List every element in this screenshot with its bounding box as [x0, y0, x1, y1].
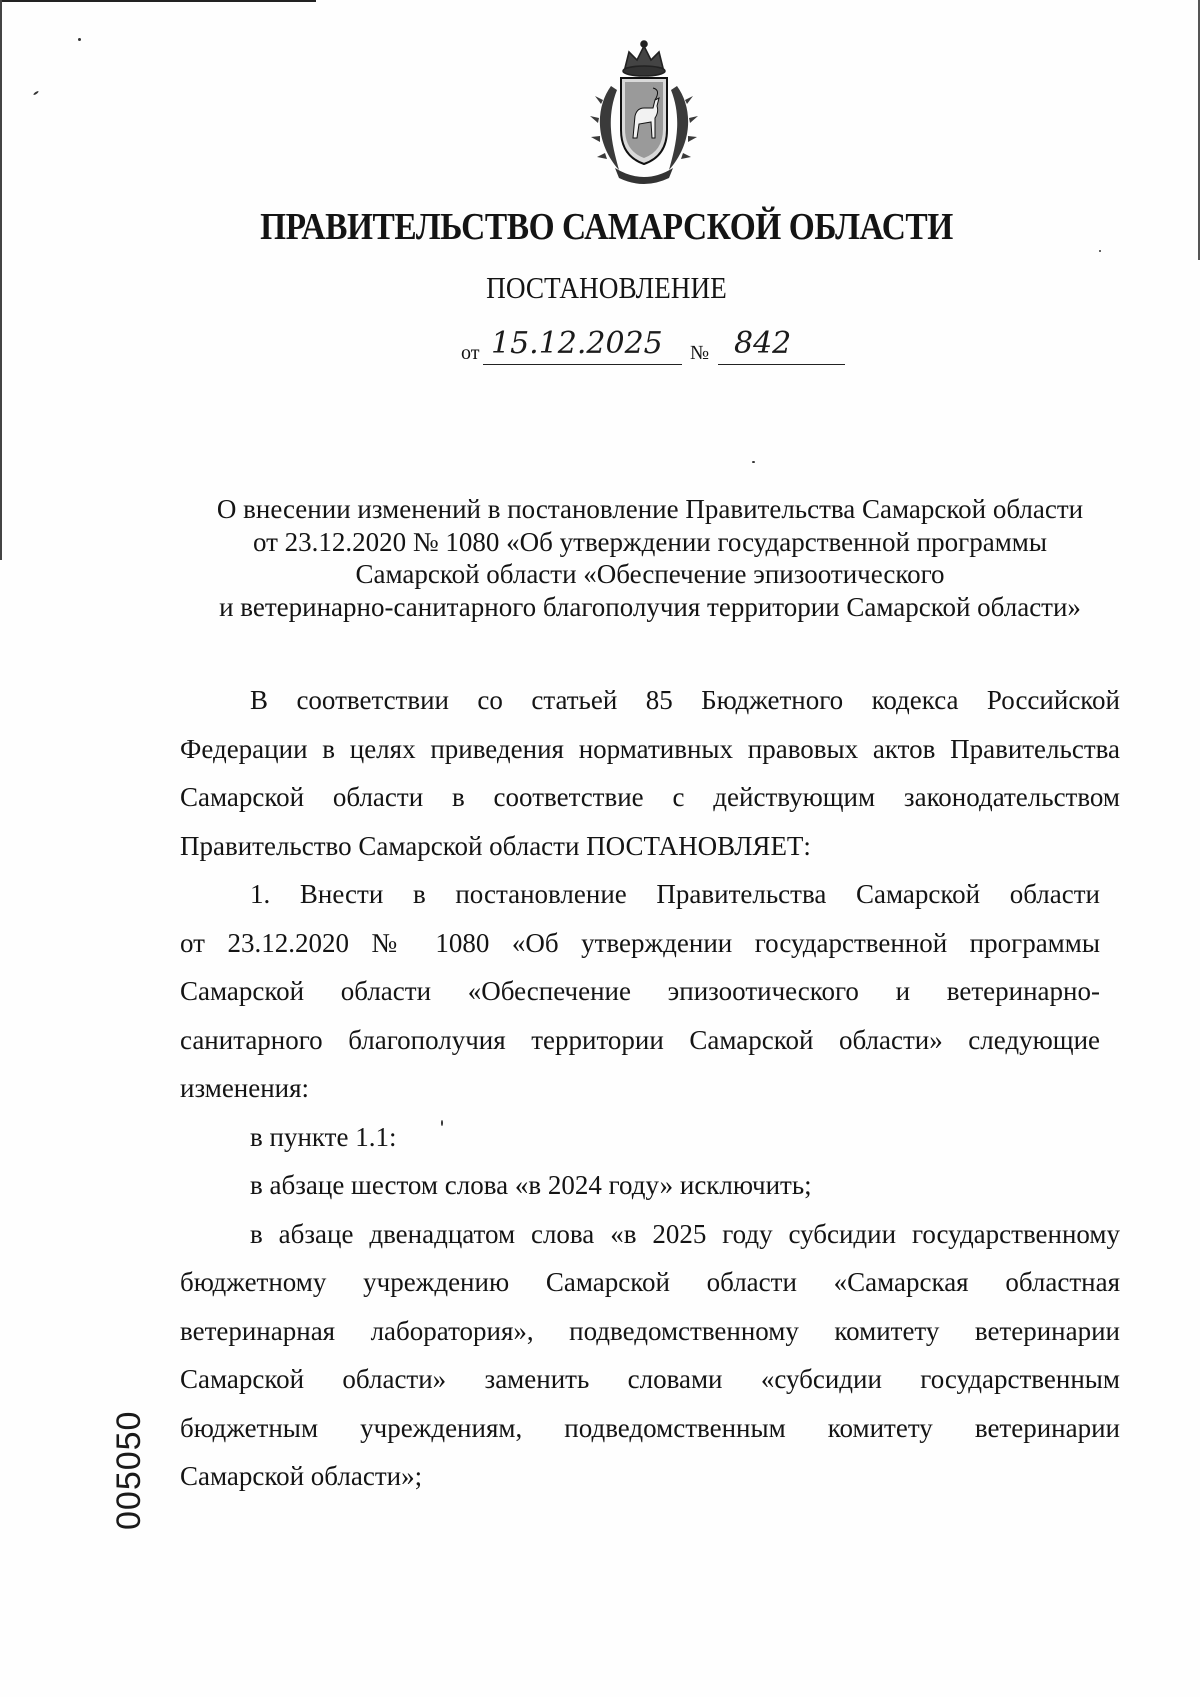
- body-line: Самарской области» заменить словами «субсидии государственным: [180, 1364, 1120, 1394]
- subject-line: от 23.12.2020 № 1080 «Об утверждении государственной программы: [252, 526, 1048, 557]
- body-line: Правительство Самарской области ПОСТАНОВЛЯЕТ:: [180, 830, 811, 861]
- body-line: Самарской области»;: [180, 1461, 423, 1491]
- number-prefix: №: [690, 342, 710, 364]
- document-body: [180, 676, 1120, 1501]
- body-line: в абзаце шестом слова «в 2024 году» исключить;: [250, 1170, 812, 1200]
- body-line: изменения:: [180, 1073, 310, 1103]
- date-underline: [483, 364, 682, 365]
- subject-line: Самарской области «Обеспечение эпизоотического: [355, 559, 945, 589]
- body-line: 1. Внести в постановление Правительства Самарской области: [250, 879, 1100, 909]
- handwritten-number: 842: [734, 326, 792, 361]
- scan-edge-top: [0, 0, 316, 2]
- body-line: бюджетным учреждениям, подведомственным комитету ветеринарии: [180, 1412, 1120, 1443]
- body-line: бюджетному учреждению Самарской области «Самарская областная: [180, 1267, 1120, 1297]
- scan-speck: [752, 461, 755, 463]
- scan-speck: [1099, 250, 1101, 252]
- handwritten-date: 15.12.2025: [491, 326, 663, 361]
- subject-line: О внесении изменений в постановление Правительства Самарской области: [216, 494, 1084, 524]
- body-line: Федерации в целях приведения нормативных правовых актов Правительства: [180, 733, 1120, 764]
- scan-edge-left: [0, 0, 2, 560]
- number-underline: [718, 364, 845, 365]
- coat-of-arms-icon: [589, 38, 699, 188]
- body-line: санитарного благополучия территории Самарской области» следующие: [180, 1024, 1100, 1055]
- subject-line: и ветеринарно-санитарного благополучия территории Самарской области»: [219, 591, 1081, 622]
- date-prefix: от: [461, 342, 480, 364]
- body-line: в пункте 1.1:: [250, 1121, 397, 1152]
- body-line: Самарской области в соответствие с действующим законодательством: [180, 782, 1120, 812]
- scan-speck: [78, 38, 81, 41]
- scan-speck: [33, 90, 39, 95]
- body-line: Самарской области «Обеспечение эпизоотического и ветеринарно-: [180, 976, 1100, 1006]
- body-line: в абзаце двенадцатом слова «в 2025 году субсидии государственному: [250, 1218, 1120, 1249]
- document-subject: [150, 493, 1150, 623]
- body-line: от 23.12.2020 № 1080 «Об утверждении государственной программы: [180, 927, 1100, 958]
- body-line: ветеринарная лаборатория», подведомственному комитету ветеринарии: [180, 1315, 1120, 1346]
- document-type: ПОСТАНОВЛЕНИЕ: [486, 270, 727, 305]
- government-title: ПРАВИТЕЛЬСТВО САМАРСКОЙ ОБЛАСТИ: [260, 206, 953, 248]
- body-line: В соответствии со статьей 85 Бюджетного кодекса Российской: [250, 685, 1120, 715]
- side-registration-stamp: 005050: [110, 1410, 148, 1530]
